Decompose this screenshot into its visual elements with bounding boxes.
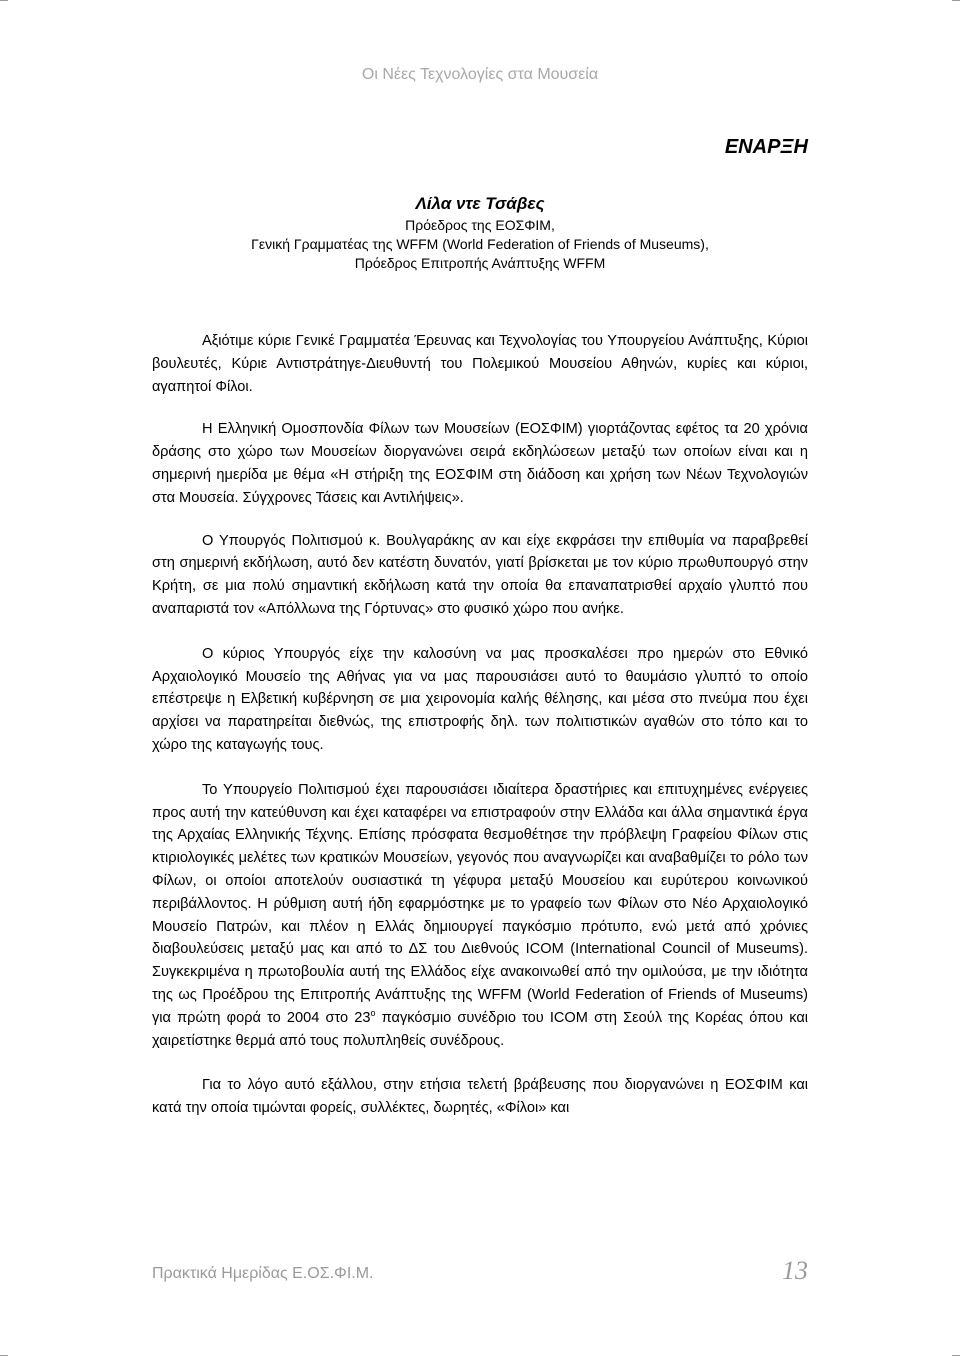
page-number: 13 <box>782 1256 808 1285</box>
running-header: Οι Νέες Τεχνολογίες στα Μουσεία <box>361 66 599 83</box>
crop-mark-bottom-left <box>0 1355 8 1364</box>
crop-mark-top-left <box>0 0 8 9</box>
paragraph-text: Το Υπουργείο Πολιτισμού έχει παρουσιάσει ιδιαίτερα δραστήριες και επιτυχημένες ενέργειες προς αυτή την κατεύθυνση και έχει καταφέρει να επιστραφούν στην Ελλάδα και άλλα σημαντικά έργα της Αρχαίας Ελληνικής Τέχνης. Επίσης πρόσφατα θεσμοθέτησε την πρόβλεψη Γραφείου Φίλων στις κτιριολογικές μελέτες των κρατικών Μουσείων, γεγονός που αναγνωρίζει και αναβαθμίζει το ρόλο των Φίλων, οι οποίοι αποτελούν ουσιαστικά τη γέφυρα μεταξύ Μουσείου και ευρύτερου κοινωνικού περιβάλλοντος. Η ρύθμιση αυτή ήδη εφαρμόστηκε με το γραφείο των Φίλων στο Νέο Αρχαιολογικό Μουσείο Πατρών, και πλέον η Ελλάς δημιουργεί παγκόσμιο πρότυπο, ενώ μετά από χρόνιες διαβουλεύσεις μεταξύ μας και από το ΔΣ του Διεθνούς ICOM (International Council of Museums). Συγκεκριμένα η πρωτοβουλία αυτή της Ελλάδος είχε ανακοινωθεί από την ομιλούσα, με την ιδιότητα της ως Προέδρου της Επιτροπής Ανάπτυξης της WFFM (World Federation of Friends of Museums) για πρώτη φορά το 2004 στο 23 <box>152 781 808 1026</box>
speaker-role: Πρόεδρος Επιτροπής Ανάπτυξης WFFM <box>354 255 606 271</box>
paragraph: Ο κύριος Υπουργός είχε την καλοσύνη να μας προσκαλέσει προ ημερών στο Εθνικό Αρχαιολογικό Μουσείο της Αθήνας για να μας παρουσιάσει αυτό το θαυμάσιο γλυπτό το οποίο επέστρεψε η Ελβετική κυβέρνηση σε μια χειρονομία καλής θέλησης, και μέσα στο πνεύμα που έχει αρχίσει να παρατηρείται διεθνώς, της επιστροφής δηλ. των πολιτιστικών αγαθών στο τόπο και το χώρο της καταγωγής τους. <box>152 645 808 753</box>
crop-mark-bottom-right <box>952 1355 960 1364</box>
superscript-ordinal: ο <box>370 1007 376 1018</box>
paragraph-text: παγκόσμιο συνέδριο του ICOM στη Σεούλ της Κορέας όπου και χαιρετίστηκε θερμά από τους πολυπληθείς συνέδρους. <box>152 1009 808 1049</box>
speaker-role: Γενική Γραμματέας της WFFM (World Federation of Friends of Museums), <box>251 236 709 252</box>
paragraph <box>152 779 808 1053</box>
crop-mark-top-right <box>952 0 960 9</box>
paragraph: Η Ελληνική Ομοσπονδία Φίλων των Μουσείων (ΕΟΣΦΙΜ) γιορτάζοντας εφέτος τα 20 χρόνια δράσης στο χώρο των Μουσείων διοργανώνει σειρά εκδηλώσεων μεταξύ των οποίων είναι και η σημερινή ημερίδα με θέμα «Η στήριξη της ΕΟΣΦΙΜ στη διάδοση και χρήση των Νέων Τεχνολογιών στα Μουσεία. Σύγχρονες Τάσεις και Αντιλήψεις». <box>152 421 808 506</box>
speaker-block <box>0 192 960 273</box>
paragraph: Για το λόγο αυτό εξάλλου, στην ετήσια τελετή βράβευσης που διοργανώνει η ΕΟΣΦΙΜ και κατά την οποία τιμώνται φορείς, συλλέκτες, δωρητές, «Φίλοι» και <box>152 1077 808 1117</box>
speaker-name: Λίλα ντε Τσάβες <box>415 194 545 213</box>
paragraph-salutation: Αξιότιμε κύριε Γενικέ Γραμματέα Έρευνας και Τεχνολογίας του Υπουργείου Ανάπτυξης, Κύριοι βουλευτές, Κύριε Αντιστράτηγε-Διευθυντή του Πολεμικού Μουσείου Αθηνών, κυρίες και κύριοι, αγαπητοί Φίλοι. <box>152 333 808 395</box>
section-title: ΕΝΑΡΞΗ <box>724 136 808 158</box>
paragraph: Ο Υπουργός Πολιτισμού κ. Βουλγαράκης αν και είχε εκφράσει την επιθυμία να παραβρεθεί στη σημερινή εκδήλωση, αυτό δεν κατέστη δυνατόν, γιατί βρίσκεται με τον κύριο πρωθυπουργό στην Κρήτη, σε μια πολύ σημαντική εκδήλωση κατά την οποία θα επαναπατρισθεί αρχαίο γλυπτό που αναπαριστά τον «Απόλλωνα της Γόρτυνας» στο φυσικό χώρο που ανήκε. <box>152 532 808 617</box>
footer-publication: Πρακτικά Ημερίδας Ε.ΟΣ.ΦΙ.Μ. <box>152 1265 374 1282</box>
speaker-role: Πρόεδρος της ΕΟΣΦΙΜ, <box>405 217 555 233</box>
body-text <box>152 330 808 1120</box>
